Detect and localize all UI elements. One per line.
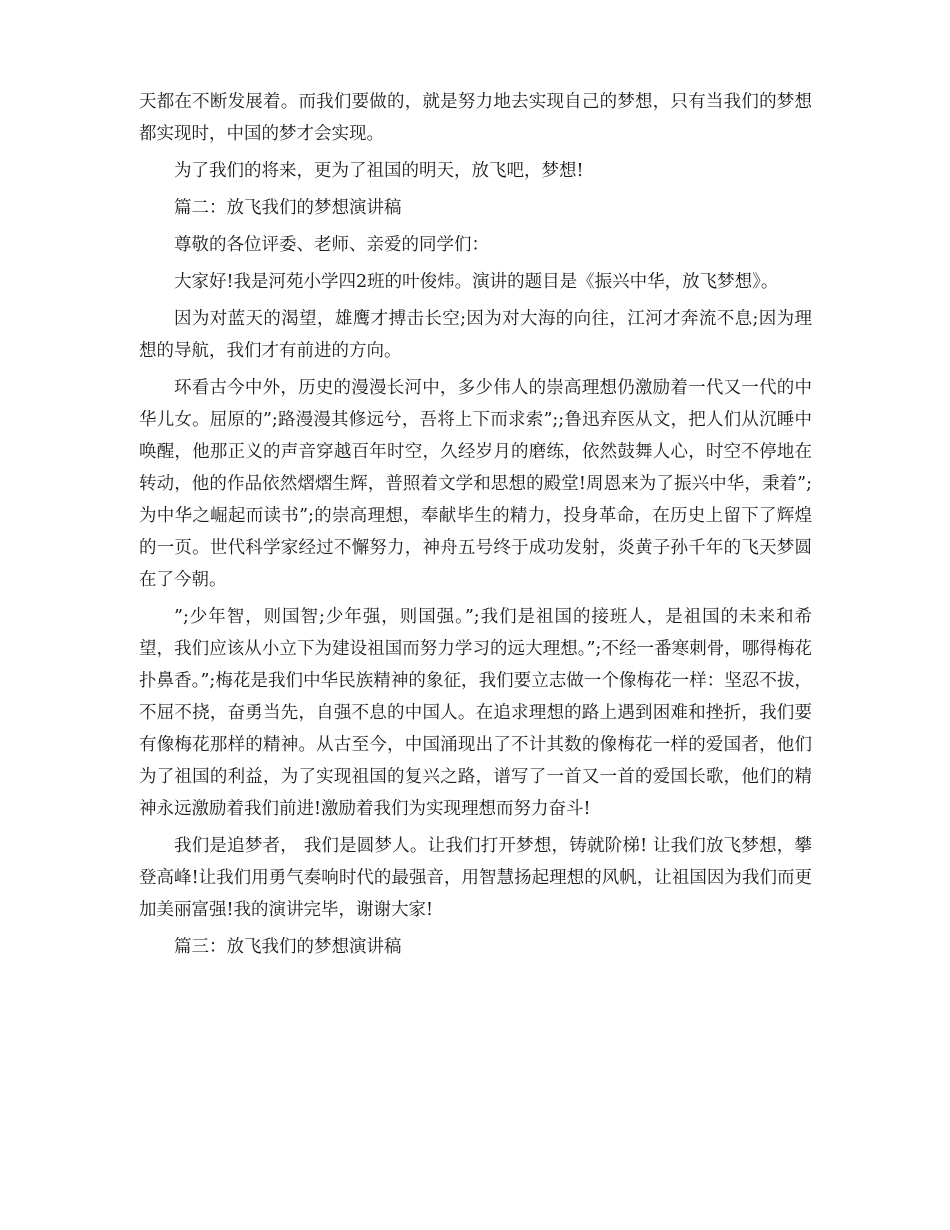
paragraph-salutation: 尊敬的各位评委、老师、亲爱的同学们： xyxy=(174,235,489,255)
paragraph-closing-call: 为了我们的将来，更为了祖国的明天，放飞吧，梦想! xyxy=(174,161,584,181)
paragraph-history: 环看古今中外，历史的漫漫长河中，多少伟人的崇高理想仍激励着一代又一代的中华儿女。屈原的”;路漫漫其修远兮，吾将上下而求索”;;鲁迅弃医从文，把人们从沉睡中唤醒，他那正义的声音穿越百年时空，久经岁月的磨练，依然鼓舞人心，时空不停地在转动，他的作品依然熠熠生辉，普照着文学和思想的殿堂!周恩来为了振兴中华，秉着”;为中华之崛起而读书”;的崇高理想，奉献毕生的精力，投身革命，在历史上留下了辉煌的一页。世代科学家经过不懈努力，神舟五号终于成功发射，炎黄子孙千年的飞天梦圆在了今朝。 xyxy=(139,378,812,590)
paragraph-continuation: 天都在不断发展着。而我们要做的，就是努力地去实现自己的梦想，只有当我们的梦想都实现时，中国的梦才会实现。 xyxy=(139,92,812,144)
paragraph-greeting: 大家好!我是河苑小学四2班的叶俊炜。演讲的题目是《振兴中华，放飞梦想》。 xyxy=(174,272,779,292)
paragraph-youth: ”;少年智，则国智;少年强，则国强。”;我们是祖国的接班人，是祖国的未来和希望，我们应该从小立下为建设祖国而努力学习的远大理想。”;不经一番寒刺骨，哪得梅花扑鼻香。”;梅花是我们中华民族精神的象征，我们要立志做一个像梅花一样：坚忍不拔，不屈不挠，奋勇当先，自强不息的中国人。在追求理想的路上遇到困难和挫折，我们要有像梅花那样的精神。从古至今，中国涌现出了不计其数的像梅花一样的爱国者，他们为了祖国的利益，为了实现祖国的复兴之路，谱写了一首又一首的爱国长歌，他们的精神永远激励着我们前进!激励着我们为实现理想而努力奋斗! xyxy=(139,607,812,819)
paragraph-ideal-guidance: 因为对蓝天的渴望，雄鹰才搏击长空;因为对大海的向往，江河才奔流不息;因为理想的导航，我们才有前进的方向。 xyxy=(139,309,812,361)
paragraph-dreamers: 我们是追梦者， 我们是圆梦人。让我们打开梦想，铸就阶梯! 让我们放飞梦想，攀登高峰!让我们用勇气奏响时代的最强音，用智慧扬起理想的风帆，让祖国因为我们而更加美丽富强!我的演讲完毕，谢谢大家! xyxy=(139,836,812,920)
section-heading-part-two: 篇二：放飞我们的梦想演讲稿 xyxy=(174,198,402,218)
section-heading-part-three: 篇三：放飞我们的梦想演讲稿 xyxy=(174,937,402,957)
